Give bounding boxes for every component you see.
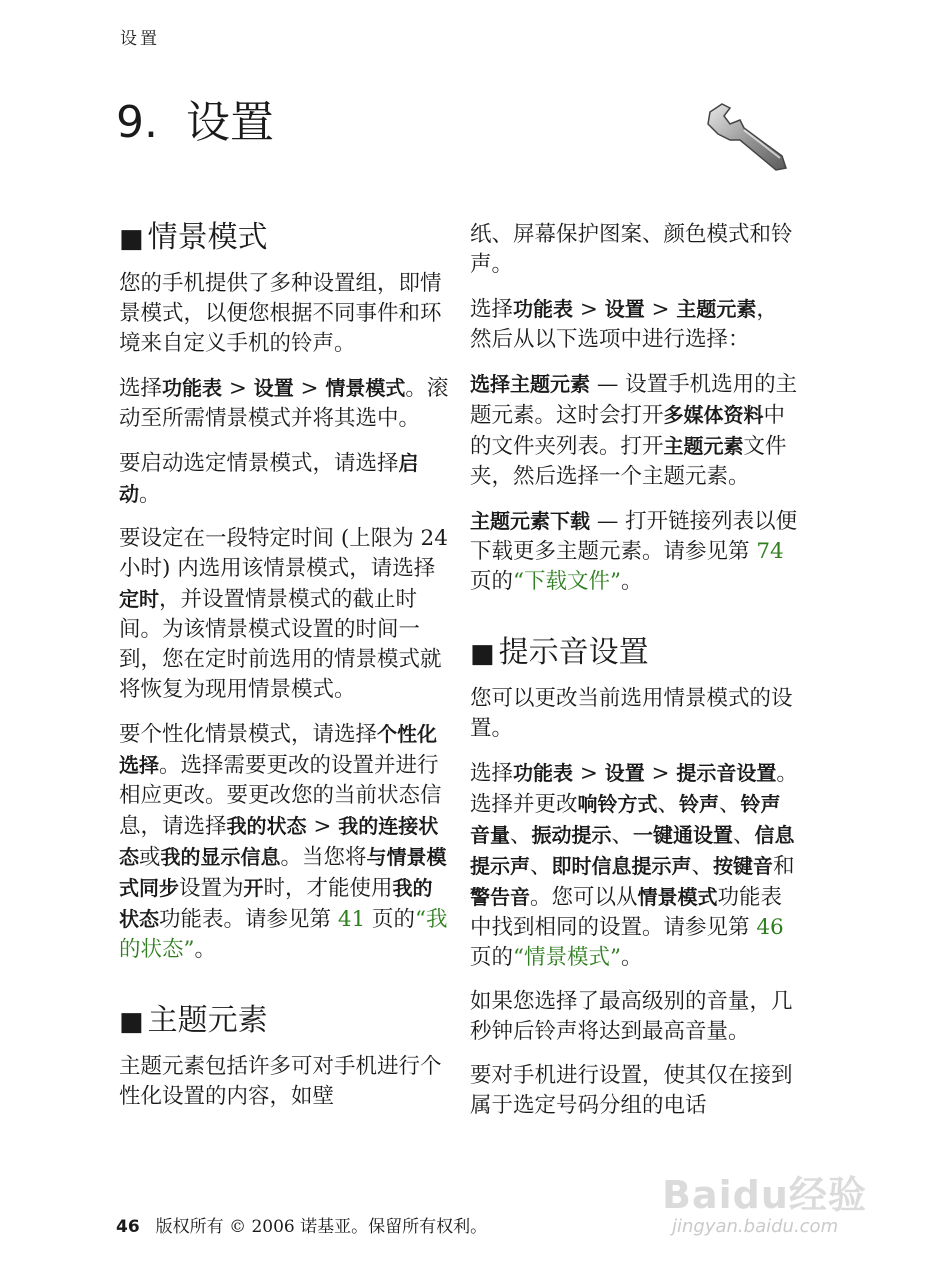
running-header: 设置: [120, 29, 160, 49]
profiles-select-path: 选择功能表 > 设置 > 情景模式。滚动至所需情景模式并将其选中。: [119, 376, 449, 431]
page-footer: [116, 1212, 487, 1237]
section-heading-themes: ■ 主题元素: [119, 1003, 268, 1038]
tones-intro: 您可以更改当前选用情景模式的设置。: [470, 686, 793, 741]
chapter-title-text: 设置: [185, 97, 274, 148]
link-profiles[interactable]: “情景模式”: [513, 945, 621, 970]
page-number: 46: [116, 1217, 140, 1237]
left-column: [119, 218, 449, 1126]
profiles-timed: 要设定在一段特定时间 (上限为 24 小时) 内选用该情景模式，请选择定时，并设置情景模式的截止时间。为该情景模式设置的时间一到，您在定时前选用的情景模式就将恢复为现用情景模式。: [119, 526, 448, 702]
themes-intro-continued: 纸、屏幕保护图案、颜色模式和铃声。: [470, 222, 793, 277]
right-column: [470, 220, 798, 1135]
profiles-intro: 您的手机提供了多种设置组，即情景模式，以便您根据不同事件和环境来自定义手机的铃声。: [119, 271, 442, 356]
themes-select-path: 选择功能表 > 设置 > 主题元素，然后从以下选项中进行选择：: [470, 297, 778, 352]
chapter-title: [116, 86, 274, 150]
tones-select-path: 选择功能表 > 设置 > 提示音设置。选择并更改响铃方式、铃声、铃声音量、振动提示、一键通设置、信息提示声、即时信息提示声、按键音和警告音。您可以从情景模式功能表中找到相同的设置。请参见第 46 页的“情景模式”。: [470, 761, 798, 970]
chapter-number: 9.: [116, 97, 158, 148]
section-heading-profiles: ■ 情景模式: [119, 220, 268, 255]
themes-option-select: 选择主题元素 — 设置手机选用的主题元素。这时会打开多媒体资料中的文件夹列表。打开主题元素文件夹，然后选择一个主题元素。: [470, 372, 798, 489]
watermark-url: jingyan.baidu.com: [672, 1216, 839, 1237]
link-download-files[interactable]: “下载文件”: [513, 569, 621, 594]
themes-option-download: 主题元素下载 — 打开链接列表以便下载更多主题元素。请参见第 74 页的“下载文件”。: [470, 509, 798, 594]
profiles-activate: 要启动选定情景模式，请选择启动。: [119, 451, 419, 507]
tones-max-volume: 如果您选择了最高级别的音量，几秒钟后铃声将达到最高音量。: [470, 989, 793, 1044]
tones-caller-groups: 要对手机进行设置，使其仅在接到属于选定号码分组的电话: [470, 1063, 793, 1118]
copyright-notice: 版权所有 © 2006 诺基亚。保留所有权利。: [155, 1217, 488, 1237]
wrench-icon: [700, 98, 792, 176]
section-heading-tones: ■ 提示音设置: [470, 635, 649, 670]
page-link-41[interactable]: 41: [337, 907, 366, 932]
page-link-74[interactable]: 74: [756, 539, 784, 564]
link-my-presence[interactable]: “我的状态”: [119, 907, 448, 962]
watermark-logo: Baidu经验: [662, 1173, 867, 1217]
profiles-personalise: 要个性化情景模式，请选择个性化选择。选择需要更改的设置并进行相应更改。要更改您的当前状态信息，请选择我的状态 > 我的连接状态或我的显示信息。当您将与情景模式同步设置为开时，才能使用我的状态功能表。请参见第 41 页的“我的状态”。: [119, 722, 448, 962]
themes-intro: 主题元素包括许多可对手机进行个性化设置的内容，如壁: [119, 1054, 442, 1109]
baidu-watermark: [662, 1150, 872, 1260]
page-link-46[interactable]: 46: [756, 915, 784, 940]
